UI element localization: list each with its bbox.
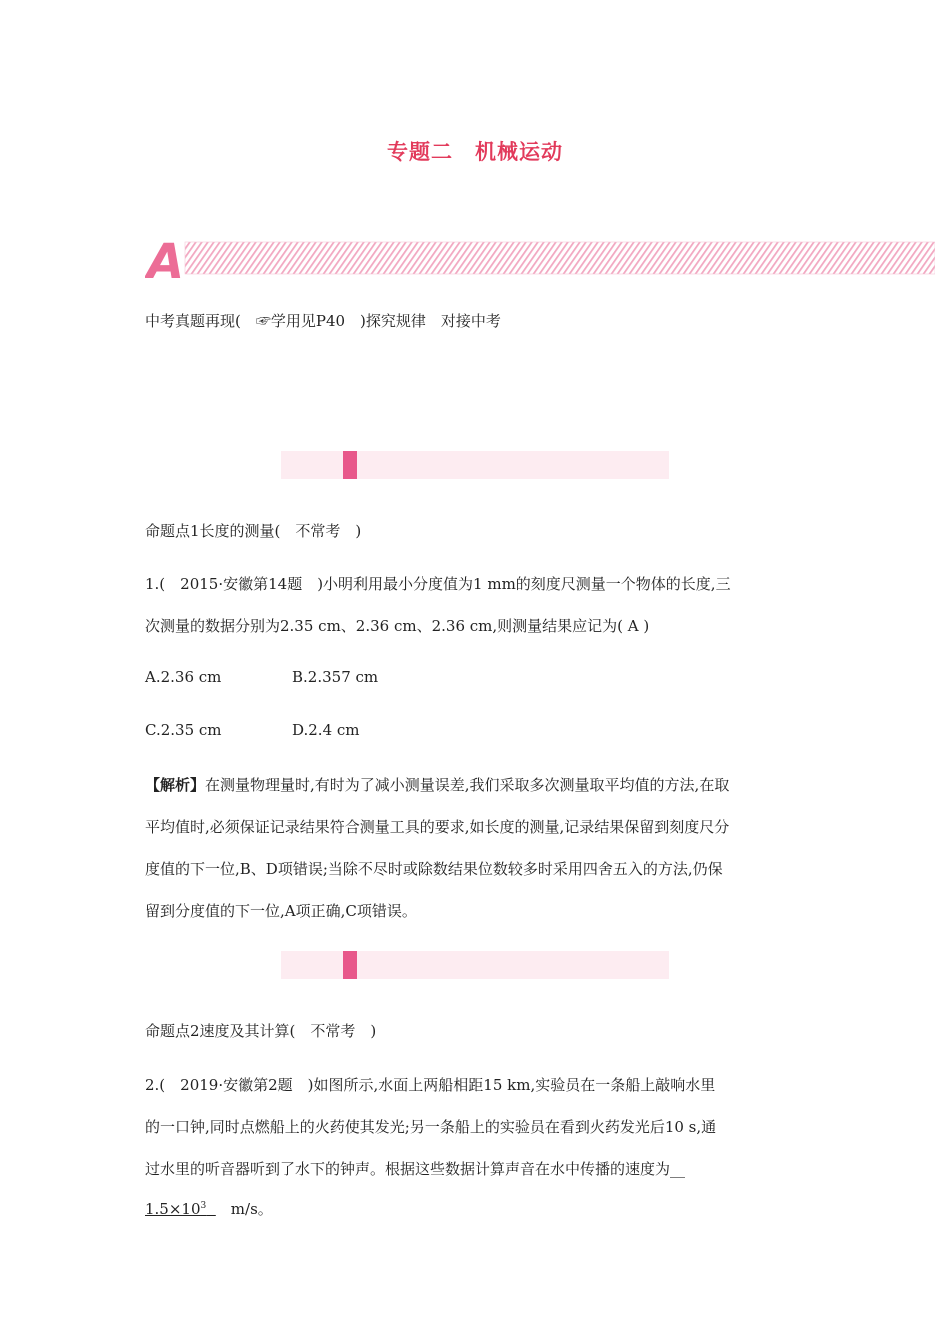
q2-answer-line <box>145 1198 273 1219</box>
point1-heading: 命题点1长度的测量( 不常考 ) <box>145 522 362 540</box>
analysis-text: 在测量物理量时,有时为了减小测量误差,我们采取多次测量取平均值的方法,在取 <box>205 776 730 794</box>
q1-text-2: 次测量的数据分别为2.35 cm、2.36 cm、2.36 cm,则测量结果应记为( A ) <box>145 617 650 635</box>
divider-mark <box>343 951 357 979</box>
option-d: D.2.4 cm <box>292 721 360 739</box>
q2-text-2: 的一口钟,同时点燃船上的火药使其发光;另一条船上的实验员在看到火药发光后10 s,通 <box>145 1118 717 1136</box>
point2-heading: 命题点2速度及其计算( 不常考 ) <box>145 1022 377 1040</box>
q2-answer: $1.5\times 10^3$ <box>145 1200 207 1218</box>
section-divider-2 <box>281 951 669 979</box>
banner-letter: A <box>147 236 185 280</box>
q1-text-1: 1.( 2015·安徽第14题 )小明利用最小分度值为1 mm的刻度尺测量一个物体的长度,三 <box>145 575 731 593</box>
answer-unit: m/s。 <box>215 1200 273 1218</box>
q2-text-3: 过水里的听音器听到了水下的钟声。根据这些数据计算声音在水中传播的速度为__ <box>145 1160 686 1178</box>
section-a-banner <box>145 236 935 280</box>
analysis-line-3: 度值的下一位,B、D项错误;当除不尽时或除数结果位数较多时采用四舍五入的方法,仍保 <box>145 860 723 878</box>
analysis-line-2: 平均值时,必须保证记录结果符合测量工具的要求,如长度的测量,记录结果保留到刻度尺分 <box>145 818 730 836</box>
analysis-tag: 【解析】 <box>145 776 206 794</box>
option-b: B.2.357 cm <box>292 668 379 686</box>
option-c: C.2.35 cm <box>145 721 222 739</box>
page-title: 专题二 机械运动 <box>387 140 563 164</box>
analysis-line-1 <box>145 774 729 795</box>
intro-line: 中考真题再现( ☞学用见P40 )探究规律 对接中考 <box>145 312 501 330</box>
analysis-line-4: 留到分度值的下一位,A项正确,C项错误。 <box>145 902 417 920</box>
section-divider-1 <box>281 451 669 479</box>
divider-mark <box>343 451 357 479</box>
q2-text-1: 2.( 2019·安徽第2题 )如图所示,水面上两船相距15 km,实验员在一条船上敲响水里 <box>145 1076 716 1094</box>
option-a: A.2.36 cm <box>145 668 222 686</box>
